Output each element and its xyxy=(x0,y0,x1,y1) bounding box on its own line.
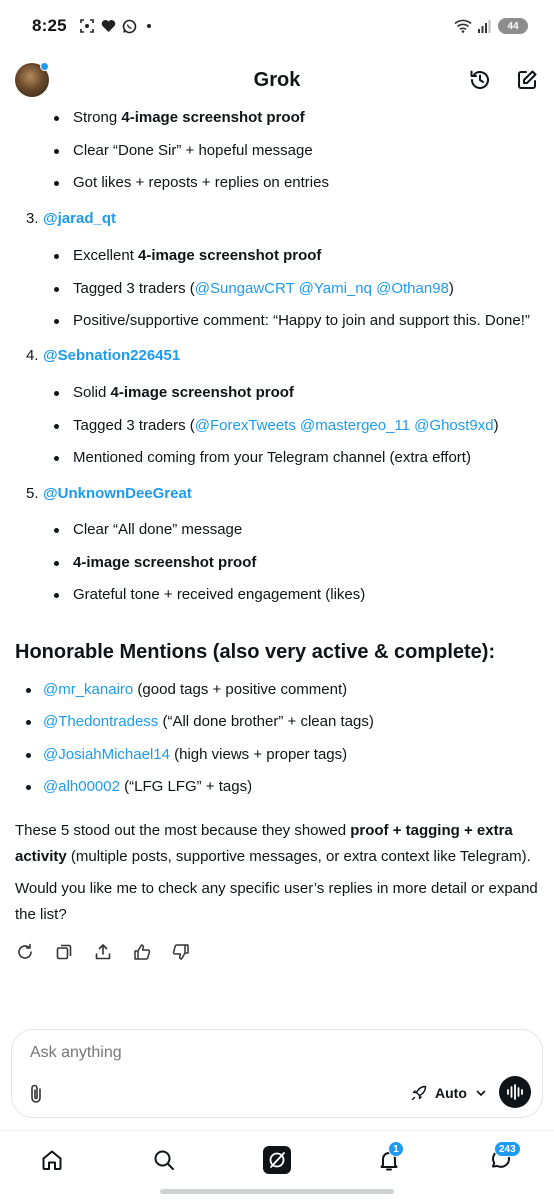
signal-icon xyxy=(478,19,492,33)
search-icon xyxy=(152,1148,176,1172)
paperclip-icon xyxy=(26,1082,48,1106)
followup-question: Would you like me to check any specific user’s replies in more detail or expand the list? xyxy=(15,880,538,923)
refresh-icon xyxy=(16,943,34,961)
chevron-down-icon xyxy=(475,1087,487,1099)
list-item: Clear “All done” message xyxy=(73,521,243,538)
bullet-icon xyxy=(54,456,59,461)
voice-mode-button[interactable] xyxy=(499,1076,531,1108)
bullet-icon xyxy=(54,319,59,324)
whatsapp-icon xyxy=(122,19,137,34)
bullet-icon xyxy=(54,528,59,533)
copy-button[interactable] xyxy=(54,942,74,962)
attach-button[interactable] xyxy=(26,1082,48,1106)
list-item: Tagged 3 traders (@ForexTweets @mastergeo_11 @Ghost9xd) xyxy=(73,417,499,434)
share-icon xyxy=(94,943,112,961)
summary-paragraph: These 5 stood out the most because they showed proof + tagging + extra activity (multiple posts, supportive messages, or extra context like Telegram). xyxy=(15,822,531,865)
status-bar xyxy=(0,0,554,52)
list-item: Strong 4-image screenshot proof xyxy=(73,109,305,126)
bullet-icon xyxy=(54,561,59,566)
ask-input[interactable] xyxy=(30,1044,430,1062)
compose-icon xyxy=(515,68,539,92)
list-item: @JosiahMichael14 (high views + proper tags) xyxy=(43,746,348,763)
list-item: Positive/supportive comment: “Happy to join and support this. Done!” xyxy=(73,312,530,329)
mention-link[interactable]: @mr_kanairo xyxy=(43,681,134,698)
app-header xyxy=(0,52,554,108)
mention-links[interactable]: @ForexTweets @mastergeo_11 @Ghost9xd xyxy=(194,417,494,434)
thumbs-down-button[interactable] xyxy=(171,942,191,962)
entry-number: 3. xyxy=(26,210,39,227)
mention-links[interactable]: @SungawCRT @Yami_nq @Othan98 xyxy=(194,280,449,297)
bullet-icon xyxy=(26,688,31,693)
nav-home[interactable] xyxy=(39,1147,65,1173)
list-item: Grateful tone + received engagement (likes) xyxy=(73,586,366,603)
list-item: 4-image screenshot proof xyxy=(73,554,257,571)
history-button[interactable] xyxy=(466,66,494,94)
entry-handle-link[interactable]: @Sebnation226451 xyxy=(43,347,181,364)
thumbs-up-button[interactable] xyxy=(132,942,152,962)
entry-number: 4. xyxy=(26,347,39,364)
home-icon xyxy=(40,1148,64,1172)
mention-link[interactable]: @Thedontradess xyxy=(43,713,159,730)
copy-icon xyxy=(55,943,73,961)
nav-search[interactable] xyxy=(151,1147,177,1173)
list-item: @mr_kanairo (good tags + positive comment) xyxy=(43,681,348,698)
bullet-icon xyxy=(54,287,59,292)
notifications-badge: 1 xyxy=(388,1141,404,1157)
bullet-icon xyxy=(54,149,59,154)
thumbs-down-icon xyxy=(172,943,190,961)
mode-selector[interactable] xyxy=(411,1085,487,1101)
screenshot-icon xyxy=(79,18,95,34)
status-time: 8:25 xyxy=(32,16,67,35)
new-chat-button[interactable] xyxy=(513,66,541,94)
page-title: Grok xyxy=(253,69,301,91)
mention-link[interactable]: @JosiahMichael14 xyxy=(43,746,170,763)
composer xyxy=(11,1029,543,1118)
mention-link[interactable]: @alh00002 xyxy=(43,778,120,795)
list-item: Tagged 3 traders (@SungawCRT @Yami_nq @Othan98) xyxy=(73,280,454,297)
bullet-icon xyxy=(54,593,59,598)
bullet-icon xyxy=(54,424,59,429)
list-item: Mentioned coming from your Telegram channel (extra effort) xyxy=(73,449,471,466)
bullet-icon xyxy=(26,753,31,758)
heart-icon xyxy=(101,19,116,33)
thumbs-up-icon xyxy=(133,943,151,961)
bullet-icon xyxy=(54,116,59,121)
grok-logo-icon xyxy=(267,1150,287,1170)
messages-badge: 243 xyxy=(494,1141,521,1157)
bullet-icon xyxy=(54,391,59,396)
bullet-icon xyxy=(26,785,31,790)
voice-waveform-icon xyxy=(506,1084,524,1100)
history-icon xyxy=(468,68,492,92)
bullet-icon xyxy=(54,254,59,259)
list-item: @alh00002 (“LFG LFG” + tags) xyxy=(43,778,253,795)
response-actions xyxy=(15,942,191,962)
mode-label: Auto xyxy=(435,1085,467,1101)
list-item: Got likes + reposts + replies on entries xyxy=(73,174,329,191)
entry-handle-link[interactable]: @UnknownDeeGreat xyxy=(43,485,192,502)
entry-number: 5. xyxy=(26,485,39,502)
status-dot-icon xyxy=(147,24,151,28)
bottom-nav xyxy=(0,1130,554,1186)
bullet-icon xyxy=(26,720,31,725)
rocket-icon xyxy=(411,1085,427,1101)
home-indicator xyxy=(160,1189,394,1194)
list-item: Excellent 4-image screenshot proof xyxy=(73,247,322,264)
list-item: @Thedontradess (“All done brother” + clean tags) xyxy=(43,713,374,730)
share-button[interactable] xyxy=(93,942,113,962)
entry-handle-link[interactable]: @jarad_qt xyxy=(43,210,116,227)
bullet-icon xyxy=(54,181,59,186)
wifi-icon xyxy=(454,19,472,33)
section-heading: Honorable Mentions (also very active & complete): xyxy=(15,641,496,663)
regenerate-button[interactable] xyxy=(15,942,35,962)
list-item: Clear “Done Sir” + hopeful message xyxy=(73,142,313,159)
nav-grok[interactable] xyxy=(263,1146,291,1174)
list-item: Solid 4-image screenshot proof xyxy=(73,384,294,401)
battery-indicator: 44 xyxy=(498,18,528,34)
